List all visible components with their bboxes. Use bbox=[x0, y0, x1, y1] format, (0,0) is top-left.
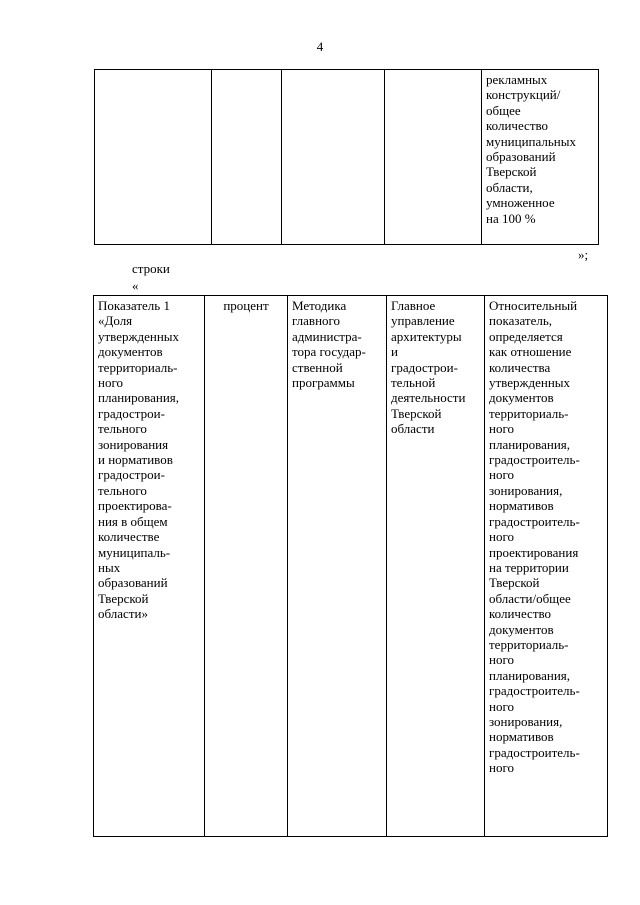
top-table-cell-4 bbox=[385, 70, 482, 245]
unit-cell: процент bbox=[205, 296, 288, 837]
table-row bbox=[95, 70, 599, 245]
indicator-table bbox=[93, 295, 608, 837]
description-cell: Относительный показатель, определяется как отношение количества утвержденных документов территориаль- ного планирования, градостроитель- ного зонирования, нормативов градостроитель- ного проектирования на территории Тверской области/общее количество документов территориаль- ного планирования, градостроитель- ного зонирования, нормативов градостроитель- ного bbox=[485, 296, 608, 837]
method-cell: Методика главного администра- тора государ- ственной программы bbox=[288, 296, 387, 837]
top-table-cell-description: рекламных конструкций/ общее количество муниципальных образований Тверской области, умноженное на 100 % bbox=[482, 70, 599, 245]
indicator-name-cell: Показатель 1 «Доля утвержденных документов территориаль- ного планирования, градострои- тельного зонирования и нормативов градострои- тельного проектирова- ния в общем количестве муниципаль- ных образований Тверской области» bbox=[94, 296, 205, 837]
source-cell: Главное управление архитектуры и градострои- тельной деятельности Тверской области bbox=[387, 296, 485, 837]
top-table-cell-2 bbox=[212, 70, 282, 245]
top-table-cell-1 bbox=[95, 70, 212, 245]
row-word: строки bbox=[132, 261, 170, 276]
page-number: 4 bbox=[316, 39, 324, 54]
open-quote: « bbox=[132, 278, 139, 293]
top-table-continuation bbox=[94, 69, 599, 245]
top-table-cell-3 bbox=[282, 70, 385, 245]
closing-quote: »; bbox=[578, 247, 589, 262]
table-row bbox=[94, 296, 608, 837]
